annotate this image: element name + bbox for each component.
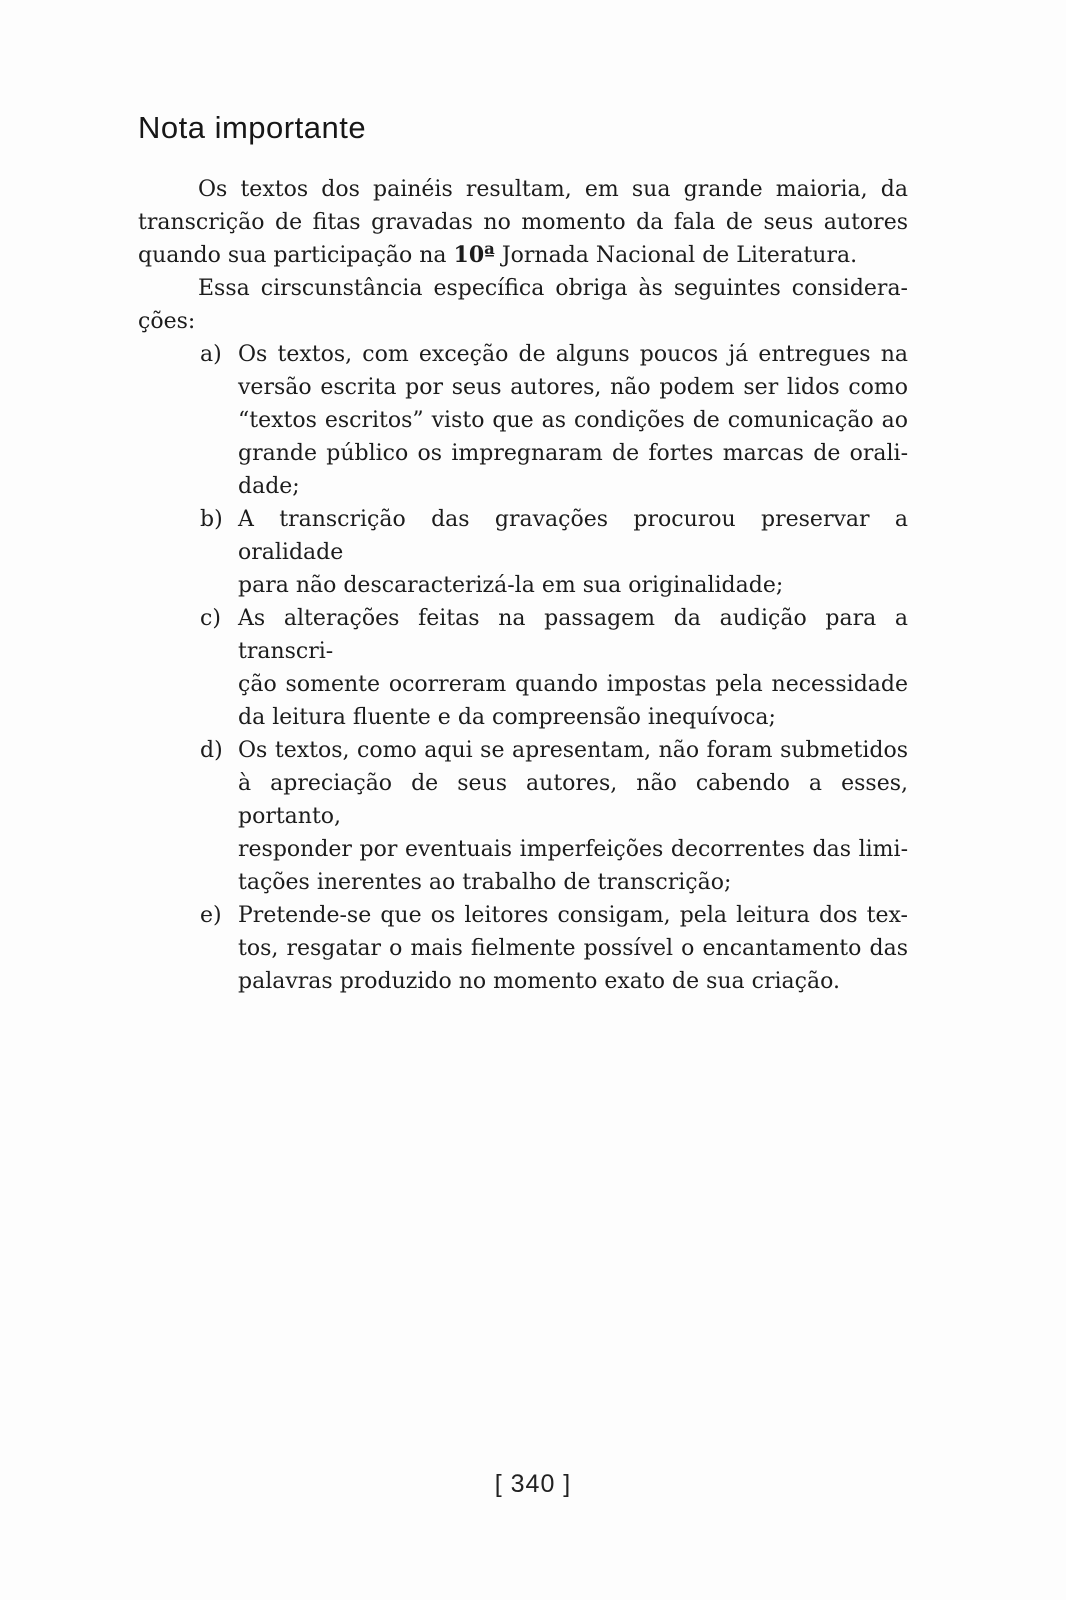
text-line: dade; — [238, 474, 300, 499]
body-text — [138, 173, 908, 998]
text-line: ções: — [138, 309, 196, 334]
text-line: tos, resgatar o mais fielmente possível o encantamento das — [238, 936, 908, 961]
list-item-lines — [238, 899, 908, 998]
text-line: quando sua participação na 10ª Jornada Nacional de Literatura. — [138, 242, 858, 268]
list-item-lines — [238, 338, 908, 503]
page-number: [ 340 ] — [494, 1470, 572, 1498]
list-marker: c) — [200, 606, 221, 631]
text-line: As alterações feitas na passagem da audição para a transcri- — [238, 606, 908, 664]
text-line: grande público os impregnaram de fortes marcas de orali- — [238, 441, 908, 466]
paragraph — [138, 272, 908, 338]
list-item — [138, 734, 908, 899]
text-line: responder por eventuais imperfeições decorrentes das limi- — [238, 837, 908, 862]
text-line: Os textos, com exceção de alguns poucos já entregues na — [238, 342, 908, 367]
text-line: versão escrita por seus autores, não podem ser lidos como — [238, 375, 908, 400]
text-line: ção somente ocorreram quando impostas pela necessidade — [238, 672, 908, 697]
text-line: transcrição de fitas gravadas no momento da fala de seus autores — [138, 210, 908, 235]
list-marker: b) — [200, 507, 223, 532]
list-marker: a) — [200, 342, 222, 367]
list-item-lines — [238, 734, 908, 899]
list-item-lines — [238, 503, 908, 602]
text-line: da leitura fluente e da compreensão inequívoca; — [238, 705, 776, 730]
paragraph — [138, 173, 908, 272]
text-line: palavras produzido no momento exato de sua criação. — [238, 969, 840, 994]
page-title: Nota importante — [138, 110, 367, 145]
text-line: tações inerentes ao trabalho de transcrição; — [238, 870, 732, 895]
list-item — [138, 503, 908, 602]
text-line: Essa cirscunstância específica obriga às seguintes considera- — [198, 276, 908, 301]
list-item-lines — [238, 602, 908, 734]
list-item — [138, 338, 908, 503]
list-item — [138, 602, 908, 734]
page-body — [138, 110, 908, 998]
text-line: para não descaracterizá-la em sua originalidade; — [238, 573, 784, 598]
text-line: A transcrição das gravações procurou preservar a oralidade — [238, 507, 908, 565]
text-line: “textos escritos” visto que as condições de comunicação ao — [238, 408, 908, 433]
text-line: Os textos, como aqui se apresentam, não foram submetidos — [238, 738, 908, 763]
list-marker: d) — [200, 738, 223, 763]
text-line: Pretende-se que os leitores consigam, pela leitura dos tex- — [238, 903, 908, 928]
text-run: 10ª — [453, 242, 495, 268]
list-item — [138, 899, 908, 998]
text-line: Os textos dos painéis resultam, em sua grande maioria, da — [198, 177, 908, 202]
text-line: à apreciação de seus autores, não cabendo a esses, portanto, — [238, 771, 908, 829]
list-marker: e) — [200, 903, 222, 928]
